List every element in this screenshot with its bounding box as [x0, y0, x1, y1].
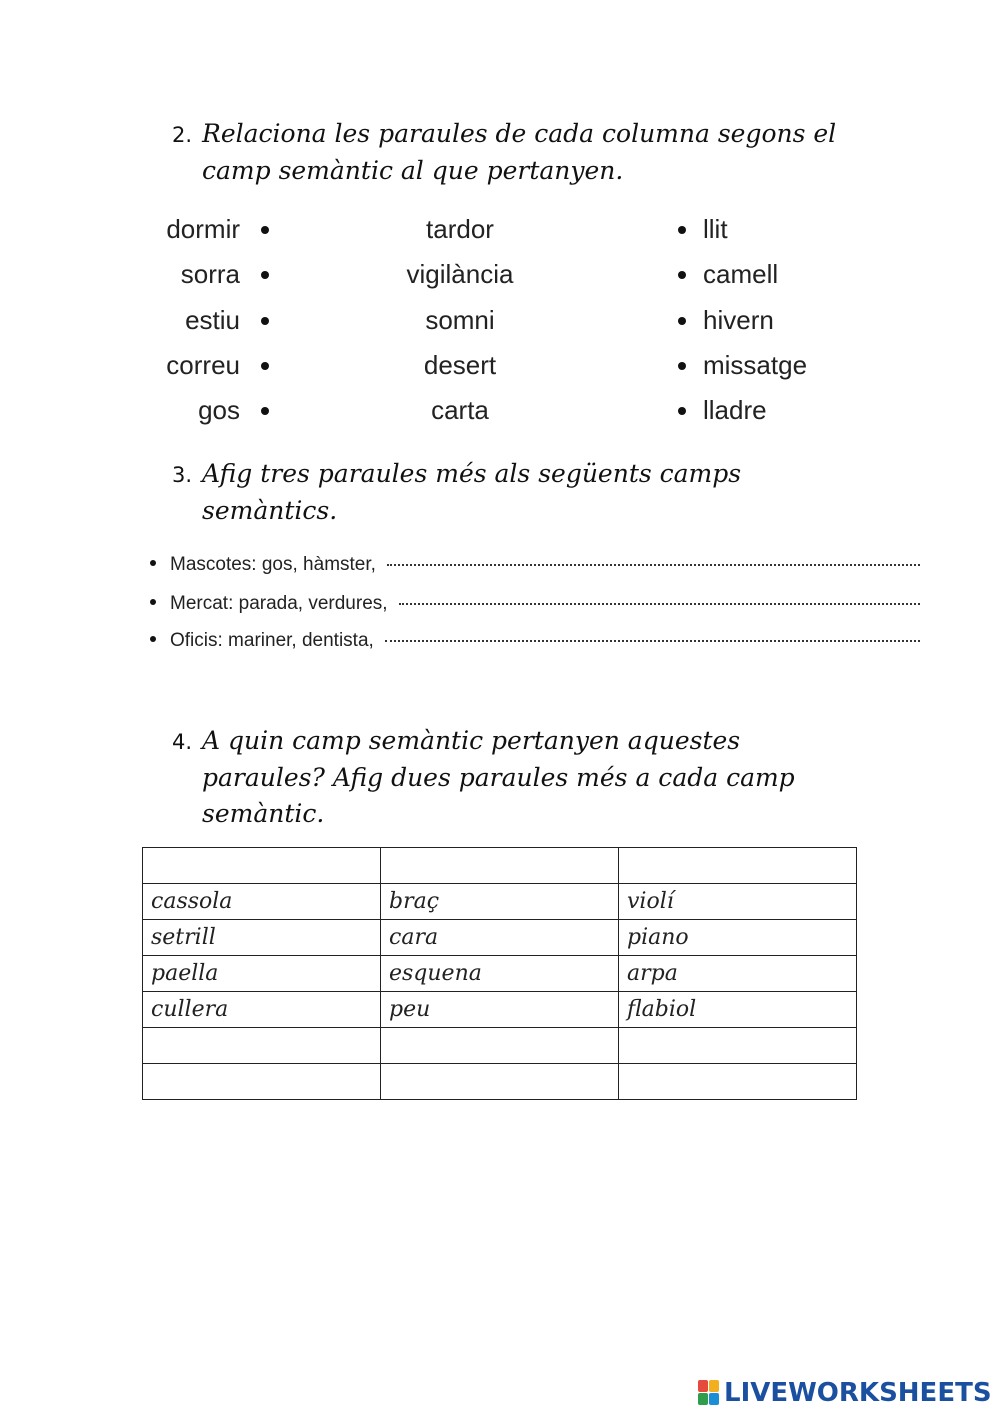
table-row	[143, 956, 857, 992]
table-row-blank	[143, 1064, 857, 1100]
exercise-2-number: 2.	[172, 123, 193, 147]
exercise-4-line-1: A quin camp semàntic pertanyen aquestes	[202, 726, 741, 755]
fill-line-mascotes	[150, 553, 920, 577]
bullet-icon	[150, 599, 156, 605]
left-word: estiu	[185, 305, 240, 335]
answer-cell[interactable]	[381, 1028, 619, 1064]
exercise-3-line-2: semàntics.	[202, 496, 338, 525]
liveworksheets-logo-icon	[698, 1380, 720, 1406]
left-word: gos	[198, 395, 240, 425]
connector-dot[interactable]	[261, 407, 269, 415]
left-word: correu	[166, 350, 240, 380]
answer-blank[interactable]	[399, 603, 920, 605]
table-cell: paella	[143, 956, 381, 992]
table-header-row	[143, 848, 857, 884]
connector-dot[interactable]	[261, 226, 269, 234]
answer-cell[interactable]	[143, 1028, 381, 1064]
table-cell: cara	[381, 920, 619, 956]
right-word: llit	[703, 214, 728, 244]
answer-blank[interactable]	[387, 564, 920, 566]
table-cell: peu	[381, 992, 619, 1028]
middle-word: desert	[423, 350, 497, 380]
category-cell[interactable]	[381, 848, 619, 884]
bullet-icon	[150, 560, 156, 566]
table-cell: esquena	[381, 956, 619, 992]
right-word: camell	[703, 259, 779, 289]
connector-dot[interactable]	[678, 362, 686, 370]
left-word: sorra	[180, 259, 240, 289]
exercise-4-number: 4.	[172, 730, 193, 754]
semantic-field-table	[142, 847, 857, 1100]
fill-line-mercat	[150, 592, 920, 616]
connector-dot[interactable]	[678, 271, 686, 279]
table-cell: violí	[619, 884, 857, 920]
connector-dot[interactable]	[678, 226, 686, 234]
logo-text: LIVEWORKSHEETS	[724, 1378, 992, 1408]
connector-dot[interactable]	[261, 317, 269, 325]
answer-cell[interactable]	[619, 1028, 857, 1064]
table-cell: cassola	[143, 884, 381, 920]
bullet-icon	[150, 636, 156, 642]
middle-word: vigilància	[406, 259, 514, 289]
table-row	[143, 884, 857, 920]
exercise-4-line-3: semàntic.	[202, 799, 325, 828]
fill-line-label: Mascotes: gos, hàmster,	[170, 554, 382, 575]
connector-dot[interactable]	[678, 407, 686, 415]
right-word: hivern	[703, 305, 774, 335]
exercise-3-number: 3.	[172, 463, 193, 487]
table-row	[143, 920, 857, 956]
table-row	[143, 992, 857, 1028]
middle-word: carta	[431, 395, 489, 425]
answer-blank[interactable]	[385, 640, 920, 642]
exercise-3-instruction	[172, 456, 872, 529]
middle-word: somni	[425, 305, 495, 335]
category-cell[interactable]	[619, 848, 857, 884]
exercise-2-instruction	[172, 116, 872, 189]
exercise-4-line-2: paraules? Afig dues paraules més a cada camp	[202, 763, 795, 792]
fill-line-oficis	[150, 629, 920, 653]
fill-line-label: Mercat: parada, verdures,	[170, 593, 393, 614]
exercise-4-instruction	[172, 723, 872, 832]
answer-cell[interactable]	[619, 1064, 857, 1100]
fill-line-label: Oficis: mariner, dentista,	[170, 630, 380, 651]
table-row-blank	[143, 1028, 857, 1064]
right-word: lladre	[703, 395, 767, 425]
middle-word: tardor	[426, 214, 494, 244]
exercise-2-line-1: Relaciona les paraules de cada columna segons el	[202, 119, 837, 148]
table-cell: braç	[381, 884, 619, 920]
category-cell[interactable]	[143, 848, 381, 884]
table-cell: arpa	[619, 956, 857, 992]
answer-cell[interactable]	[143, 1064, 381, 1100]
table-cell: setrill	[143, 920, 381, 956]
left-word: dormir	[166, 214, 240, 244]
connector-dot[interactable]	[678, 317, 686, 325]
exercise-2-line-2: camp semàntic al que pertanyen.	[202, 156, 624, 185]
connector-dot[interactable]	[261, 271, 269, 279]
table-cell: piano	[619, 920, 857, 956]
right-word: missatge	[703, 350, 808, 380]
connector-dot[interactable]	[261, 362, 269, 370]
exercise-3-line-1: Afig tres paraules més als següents camps	[202, 459, 742, 488]
table-cell: flabiol	[619, 992, 857, 1028]
liveworksheets-logo	[698, 1378, 992, 1408]
table-cell: cullera	[143, 992, 381, 1028]
answer-cell[interactable]	[381, 1064, 619, 1100]
